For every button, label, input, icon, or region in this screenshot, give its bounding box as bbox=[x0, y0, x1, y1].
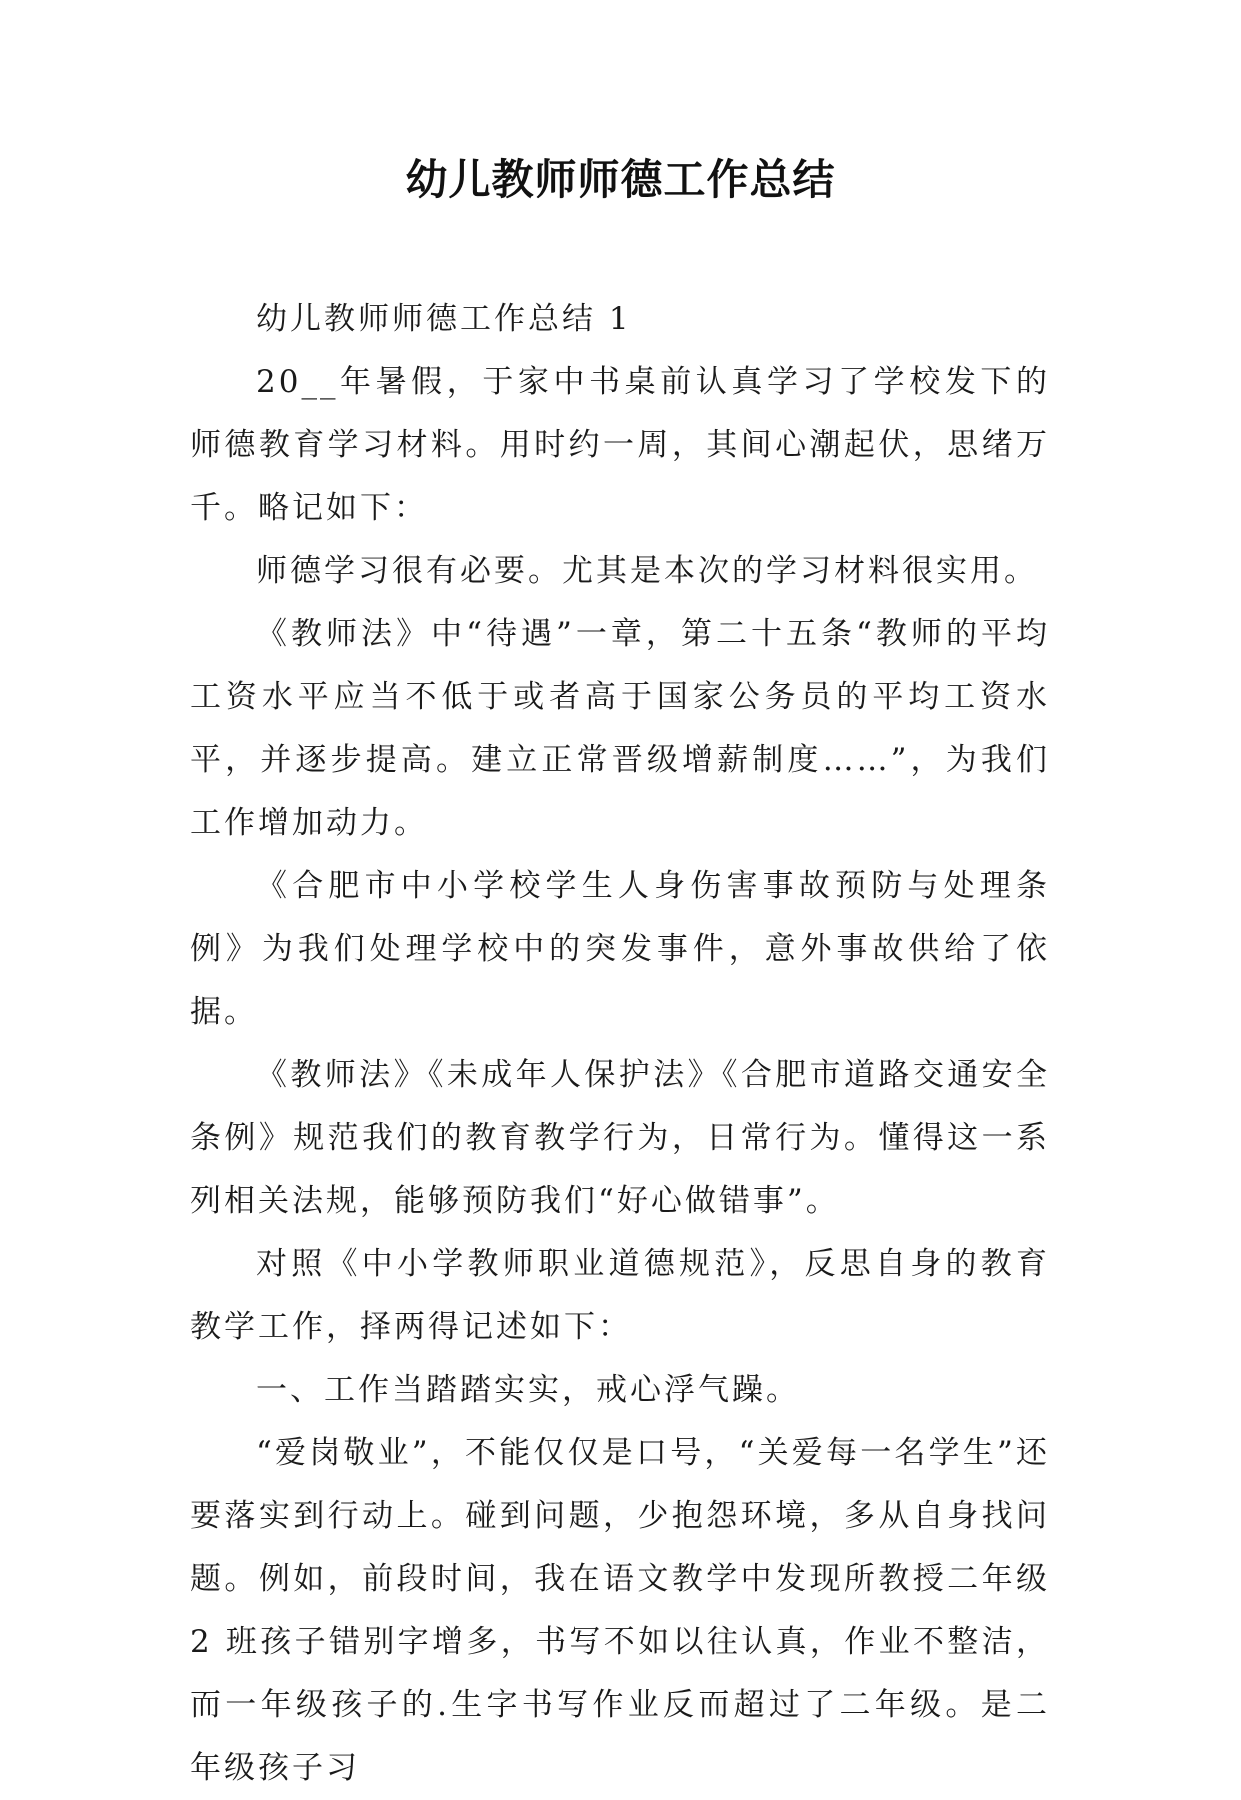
paragraph: 师德学习很有必要。尤其是本次的学习材料很实用。 bbox=[256, 553, 1038, 589]
paragraph: 《教师法》中“待遇”一章，第二十五条“教师的平均工资水平应当不低于或者高于国家公务员的平均工资水平，并逐步提高。建立正常晋级增薪制度……”，为我们工作增加动力。 bbox=[190, 616, 1050, 841]
paragraph: 20__年暑假，于家中书桌前认真学习了学校发下的师德教育学习材料。用时约一周，其间心潮起伏，思绪万千。略记如下： bbox=[190, 364, 1050, 526]
document-title: 幼儿教师师德工作总结 bbox=[405, 155, 836, 204]
paragraph-section-heading: 一、工作当踏踏实实，戒心浮气躁。 bbox=[256, 1372, 800, 1408]
paragraph: 《教师法》《未成年人保护法》《合肥市道路交通安全条例》规范我们的教育教学行为，日常行为。懂得这一系列相关法规，能够预防我们“好心做错事”。 bbox=[190, 1057, 1050, 1219]
paragraph: “爱岗敬业”，不能仅仅是口号，“关爱每一名学生”还要落实到行动上。碰到问题，少抱怨环境，多从自身找问题。例如，前段时间，我在语文教学中发现所教授二年级 2 班孩子错别字增多，书写不如以往认真，作业不整洁，而一年级孩子的.生字书写作业反而超过了二年级。是二年级孩子习 bbox=[190, 1435, 1050, 1786]
paragraph: 对照《中小学教师职业道德规范》，反思自身的教育教学工作，择两得记述如下： bbox=[190, 1246, 1050, 1345]
paragraph-heading: 幼儿教师师德工作总结 1 bbox=[256, 301, 632, 337]
paragraph: 《合肥市中小学校学生人身伤害事故预防与处理条例》为我们处理学校中的突发事件，意外事故供给了依据。 bbox=[190, 868, 1050, 1030]
document-body bbox=[190, 288, 1050, 1800]
